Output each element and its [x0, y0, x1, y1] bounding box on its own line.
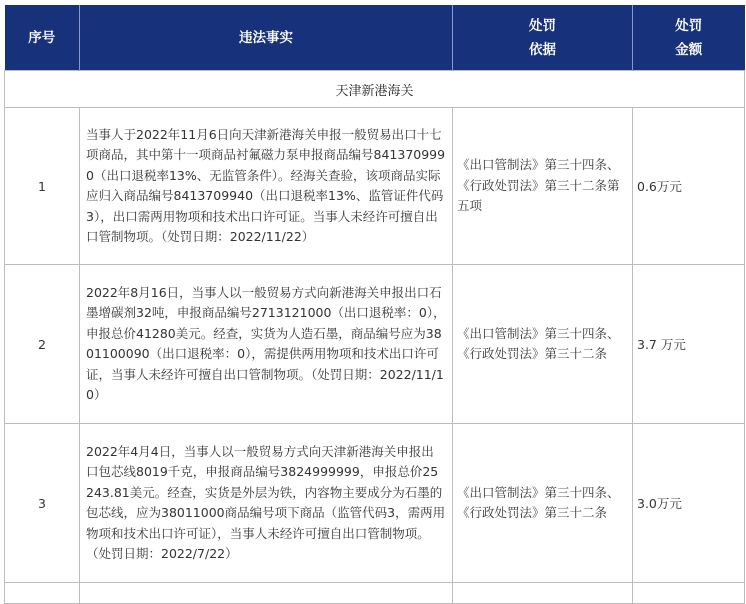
header-serial-number: 序号: [5, 5, 80, 71]
table-row: [5, 108, 745, 265]
header-penalty-amount: [633, 5, 745, 71]
penalty-basis: 《出口管制法》第三十四条、《行政处罚法》第三十二条第五项: [453, 108, 633, 265]
header-penalty-basis-line1: 处罚: [529, 17, 556, 34]
table-row-partial: [5, 583, 745, 604]
penalty-basis: 《出口管制法》第三十四条、《行政处罚法》第三十二条: [453, 424, 633, 583]
empty-cell: [633, 583, 745, 604]
row-number: 3: [5, 424, 80, 583]
violation-fact: 当事人于2022年11月6日向天津新港海关申报一般贸易出口十七项商品，其中第十一项商品衬氟磁力泵申报商品编号8413709990（出口退税率13%、无监管条件）。经海关查验，该项商品实际应归入商品编号8413709940（出口退税率13%、监管证件代码3），出口需两用物项和技术出口许可证。当事人未经许可擅自出口管制物项。（处罚日期：2022/11/22）: [80, 108, 453, 265]
header-penalty-amount-line2: 金额: [675, 41, 703, 58]
violation-fact: 2022年8月16日，当事人以一般贸易方式向新港海关申报出口石墨增碳剂32吨，申报商品编号2713121000（出口退税率：0），申报总价41280美元。经查，实货为人造石墨，商品编号应为3801100090（出口退税率：0），需提供两用物项和技术出口许可证，当事人未经许可擅自出口管制物项。（处罚日期：2022/11/10）: [80, 265, 453, 424]
header-penalty-basis-line2: 依据: [529, 41, 556, 58]
empty-cell: [453, 583, 633, 604]
header-penalty-basis: [453, 5, 633, 71]
row-number: 2: [5, 265, 80, 424]
penalty-basis: 《出口管制法》第三十四条、《行政处罚法》第三十二条: [453, 265, 633, 424]
table-row: [5, 424, 745, 583]
header-penalty-amount-line1: 处罚: [675, 17, 703, 34]
region-row: [5, 71, 745, 108]
region-name: 天津新港海关: [5, 71, 745, 108]
violation-fact: 2022年4月4日，当事人以一般贸易方式向天津新港海关申报出口包芯线8019千克，申报商品编号3824999999，申报总价25243.81美元。经查，实货是外层为铁，内容物主要成分为石墨的包芯线，应为38011000商品编号项下商品（监管代码3，需两用物项和技术出口许可证），当事人未经许可擅自出口管制物项。（处罚日期：2022/7/22）: [80, 424, 453, 583]
empty-cell: [80, 583, 453, 604]
empty-cell: [5, 583, 80, 604]
table-header-row: [5, 5, 745, 71]
penalty-amount: 0.6万元: [633, 108, 745, 265]
header-violation-facts: 违法事实: [80, 5, 453, 71]
penalty-amount: 3.7 万元: [633, 265, 745, 424]
penalty-table: [4, 5, 745, 604]
penalty-amount: 3.0万元: [633, 424, 745, 583]
row-number: 1: [5, 108, 80, 265]
table-row: [5, 265, 745, 424]
